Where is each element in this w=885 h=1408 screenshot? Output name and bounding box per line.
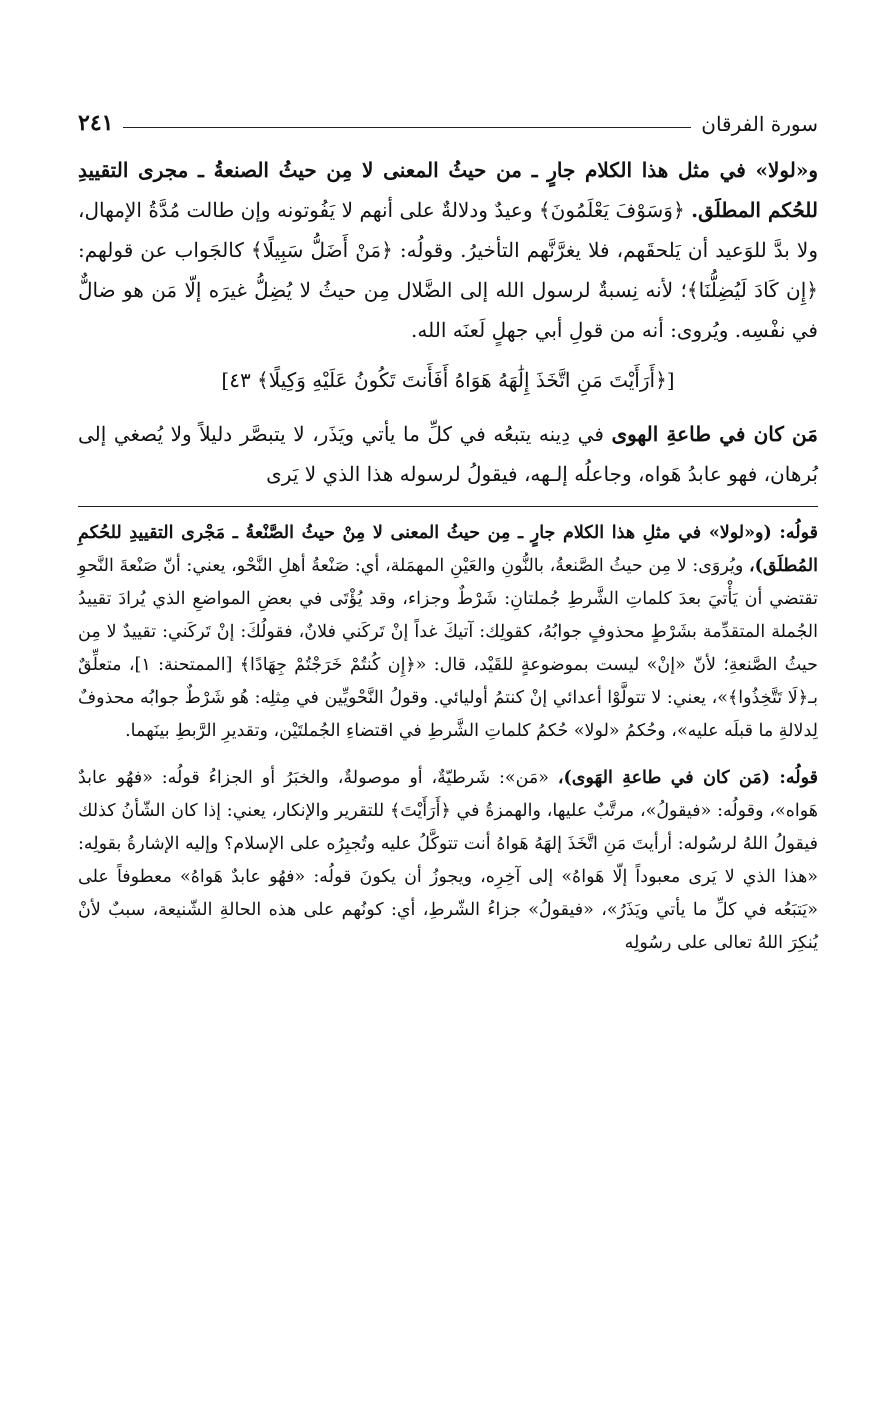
footnote-separator: [78, 506, 818, 507]
running-header: [78, 92, 818, 136]
commentary-1-lead: قولُه: (و«لولا» في مثلِ هذا الكلام جارٍ ـ مِن حيثُ المعنى لا مِنْ حيثُ الصَّنْعةُ ـ مَجْرى التقييدِ للحُكمِ المُطلَق)،: [78, 523, 818, 576]
bold-phrase-lawla: و«لولا» في مثل هذا الكلام جارٍ ـ من حيثُ المعنى لا مِن حيثُ الصنعةُ ـ مجرى التقييدِ للحُكم المطلَق.: [78, 158, 818, 222]
bold-phrase-hawa: مَن كان في طاعةِ الهوى: [611, 422, 818, 446]
header-rule: [123, 127, 691, 128]
commentary-paragraph-2: [78, 762, 818, 960]
commentary: [78, 517, 818, 960]
main-text: [78, 150, 818, 494]
paragraph-1-body: ﴿وَسَوْفَ يَعْلَمُونَ﴾ وعيدٌ ودلالةٌ على أنهم لا يَفُوتونه وإن طالت مُدَّةُ الإمهال، ولا بدَّ للوَعيد أن يَلحقَهم، فلا يغرَّنَّهم التأخيرُ. وقولُه: ﴿مَنْ أَضَلُّ سَبِيلًا﴾ كالجَواب عن قولهم: ﴿إِن كَادَ لَيُضِلُّنَا﴾؛ لأنه نِسبةٌ لرسول الله إلى الضَّلال مِن حيثُ لا يُضِلُّ غيرَه إلّا مَن هو ضالٌّ في نفْسِه. ويُروى: أنه من قولِ أبي جهلٍ لَعنَه الله.: [78, 198, 818, 342]
commentary-1-body: ويُروَى: لا مِن حيثُ الصَّنعةُ، بالنُّونِ والعَيْنِ المهمَلة، أي: صَنْعةُ أهلِ النَّحْو، يعني: أنّ صَنْعةَ النَّحوِ تقتضي أن يَأْتيَ بعدَ كلماتِ الشَّرطِ جُملتانِ: شَرْطٌ وجزاء، وقد يُؤْتَى في بعضِ المواضعِ الذي يُرادَ تقييدُ الجُملة المتقدِّمة بشَرْطٍ محذوفٍ جوابُهُ، كقولِك: آتيكَ غداً إنْ تَركَني فلانٌ، فقولُكَ: إنْ تَركَني: تقييدٌ لا مِن حيثُ الصَّنعةِ؛ لأنّ «إنْ» ليست بموضوعةٍ للقَيْد، قال: «﴿إِن كُنتُمْ خَرَجْتُمْ جِهَادًا﴾ [الممتحنة: ١]، متعلِّقٌ بـ﴿لَا تَتَّخِذُوا﴾»، يعني: لا تتولَّوْا أعدائي إنْ كنتمُ أوليائي. وقولُ النَّحْويِّين في مِثلِه: هُو شَرْطٌ جوابُه محذوفٌ لِدلالةِ ما قبلَه عليه»، وحُكمُ «لولا» حُكمُ كلماتِ الشَّرطِ في اقتضاءِ الجُملتَيْن، وتقديرِ الرَّبطِ بينَهما.: [78, 556, 818, 741]
main-paragraph-1: [78, 150, 818, 350]
page-number: ٢٤١: [78, 110, 114, 136]
commentary-2-lead: قولُه: (مَن كان في طاعةِ الهَوى)،: [557, 768, 818, 788]
book-page: [78, 92, 818, 1392]
surah-title: سورة الفرقان: [701, 112, 818, 136]
commentary-2-body: «مَن»: شَرطيّةٌ، أو موصولةٌ، والخبَرُ أو الجزاءُ قولُه: «فهُو عابدٌ هَواه»، وقولُه: «فيقولُ»، مرتَّبٌ عليها، والهمزةُ في ﴿أَرَأَيْتَ﴾ للتقرير والإنكار، يعني: إذا كان الشّأنُ كذلك فيقولُ اللهُ لرسُوله: أرأيتَ مَنِ اتَّخَذَ إلهَهُ هَواهُ أنت تتوكَّلُ عليه وتُجبِرُه على الإسلام؟ وإليه الإشارةُ بقولِه: «هذا الذي لا يَرى معبوداً إلّا هَواهُ» إلى آخِرِه، ويجوزُ أن يكونَ قولُه: «فهُو عابدٌ هَواهُ» معطوفاً على «يَتبَعُه في كلِّ ما يأتي ويَذَرُ»، «فيقولُ» جزاءُ الشّرطِ، أي: كونُهم على هذه الحالةِ الشّنيعة، سببٌ لأنْ يُنكِرَ اللهُ تعالى على رسُولِه: [78, 768, 818, 953]
quran-verse: [﴿أَرَأَيْتَ مَنِ اتَّخَذَ إِلَٰهَهُ هَوَاهُ أَفَأَنتَ تَكُونُ عَلَيْهِ وَكِيلًا﴾ ٤٣]: [221, 368, 675, 392]
main-paragraph-2: [78, 414, 818, 494]
paragraph-2-body: في دِينه يتبعُه في كلِّ ما يأتي ويَذَر، لا يتبصَّر دليلاً ولا يُصغي إلى بُرهان، فهو عابدُ هَواه، وجاعلُه إلـهه، فيقولُ لرسوله هذا الذي لا يَرى: [78, 422, 818, 486]
commentary-paragraph-1: [78, 517, 818, 748]
